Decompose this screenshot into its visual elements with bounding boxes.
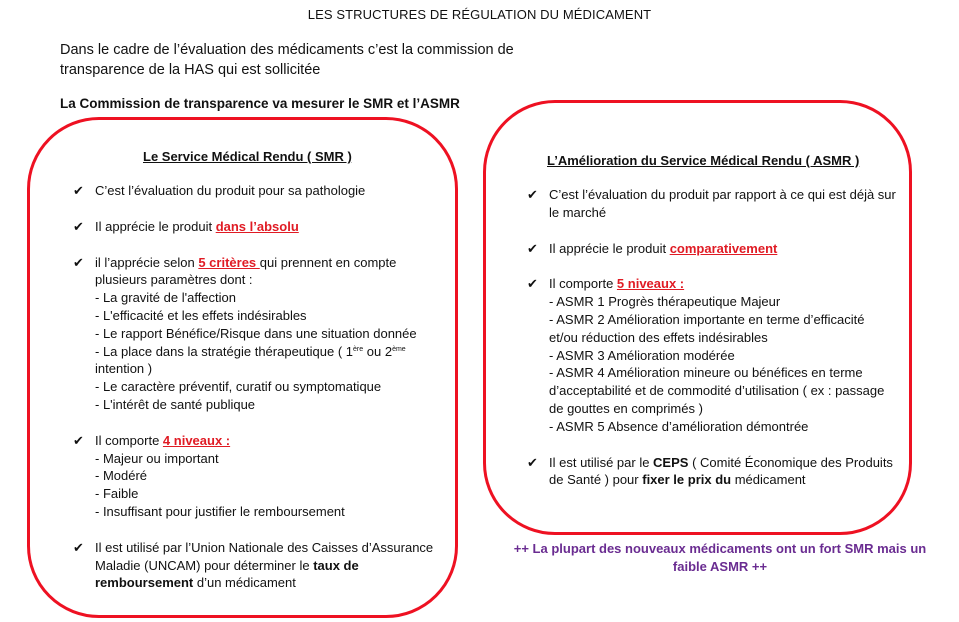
asmr-list — [527, 186, 897, 507]
check-icon: ✔ — [527, 276, 538, 292]
item-text: C’est l’évaluation du produit par rapport à ce qui est déjà sur le marché — [549, 187, 896, 220]
item-text: Il comporte — [95, 432, 163, 448]
smr-list — [73, 182, 443, 610]
highlight-text: 4 niveaux : — [162, 432, 231, 448]
list-item — [527, 275, 897, 435]
item-text: médicament — [731, 472, 806, 488]
item-text: Il apprécie le produit — [549, 240, 670, 256]
item-text: Il apprécie le produit — [95, 218, 216, 234]
list-item — [527, 454, 897, 490]
sub-item: - L'intérêt de santé publique — [95, 396, 256, 412]
item-text: C’est l’évaluation du produit pour sa pathologie — [95, 183, 366, 198]
item-text: ( Comité Économique des Produits de Santé ) pour — [549, 454, 893, 488]
list-item — [527, 186, 897, 222]
subtitle: La Commission de transparence va mesurer le SMR et l’ASMR — [60, 96, 460, 111]
list-item — [73, 182, 443, 200]
list-item — [73, 539, 443, 592]
sub-item: - ASMR 2 Amélioration importante en terme d’efficacité et/ou réduction des effets indésirables — [549, 311, 865, 345]
superscript: ère — [353, 345, 364, 353]
sub-item-text: - La place dans la stratégie thérapeutique ( 1 — [95, 343, 354, 359]
highlight-text: 5 critères — [198, 254, 260, 270]
highlight-text: dans l’absolu — [215, 218, 299, 234]
bold-text: CEPS — [653, 454, 689, 470]
sub-item: - ASMR 3 Amélioration modérée — [549, 347, 735, 363]
note-text: ++ La plupart des nouveaux médicaments ont un fort SMR mais un faible ASMR ++ — [513, 541, 927, 574]
item-text: il l’apprécie selon — [95, 254, 199, 270]
item-text: qui prennent en compte plusieurs paramètres dont : — [95, 254, 397, 288]
check-icon: ✔ — [73, 218, 84, 234]
check-icon: ✔ — [73, 183, 84, 198]
sub-item: - ASMR 5 Absence d’amélioration démontrée — [549, 418, 809, 434]
sub-item: - Le rapport Bénéfice/Risque dans une situation donnée — [95, 325, 417, 341]
check-icon: ✔ — [73, 254, 84, 270]
sub-item-text: ou 2 — [363, 343, 393, 359]
check-icon: ✔ — [73, 432, 84, 448]
item-text: Il est utilisé par le — [549, 454, 654, 470]
check-icon: ✔ — [73, 539, 84, 555]
check-icon: ✔ — [527, 187, 538, 202]
sub-item: - L'efficacité et les effets indésirables — [95, 307, 307, 323]
sub-item: - La gravité de l'affection — [95, 290, 236, 306]
check-icon: ✔ — [527, 454, 538, 470]
item-text: Il est utilisé par l’Union Nationale des Caisses d’Assurance Maladie (UNCAM) pour déterminer le — [95, 539, 434, 573]
list-item — [73, 432, 443, 521]
sub-item: - ASMR 1 Progrès thérapeutique Majeur — [549, 294, 781, 310]
highlight-text: comparativement — [669, 240, 778, 256]
sub-item: - Majeur ou important — [95, 450, 219, 466]
sub-item: - Modéré — [95, 468, 148, 484]
sub-item: - ASMR 4 Amélioration mineure ou bénéfices en terme d’acceptabilité et de commodité d’utilisation ( ex : passage de gouttes en comprimés ) — [549, 365, 885, 416]
list-item — [73, 254, 443, 414]
sub-item: - Faible — [95, 486, 139, 502]
item-text: Il comporte — [549, 276, 617, 292]
sub-item: - Le caractère préventif, curatif ou symptomatique — [95, 379, 382, 395]
sub-item: - Insuffisant pour justifier le remboursement — [95, 503, 345, 519]
bold-text: taux de remboursement — [95, 557, 359, 591]
intro-text: Dans le cadre de l’évaluation des médicaments c’est la commission de transparence de la HAS qui est sollicitée — [60, 42, 514, 78]
page-title: LES STRUCTURES DE RÉGULATION DU MÉDICAMENT — [307, 7, 652, 22]
sub-item-text: intention ) — [95, 361, 153, 377]
sub-item — [95, 343, 443, 379]
superscript: ème — [392, 345, 406, 353]
bold-text: fixer le prix du — [642, 472, 732, 488]
item-text: d’un médicament — [193, 575, 296, 591]
list-item — [527, 240, 897, 258]
smr-title: Le Service Médical Rendu ( SMR ) — [143, 149, 352, 164]
highlight-text: 5 niveaux : — [616, 276, 685, 292]
check-icon: ✔ — [527, 240, 538, 256]
list-item — [73, 218, 443, 236]
asmr-title: L’Amélioration du Service Médical Rendu ( ASMR ) — [547, 153, 860, 168]
